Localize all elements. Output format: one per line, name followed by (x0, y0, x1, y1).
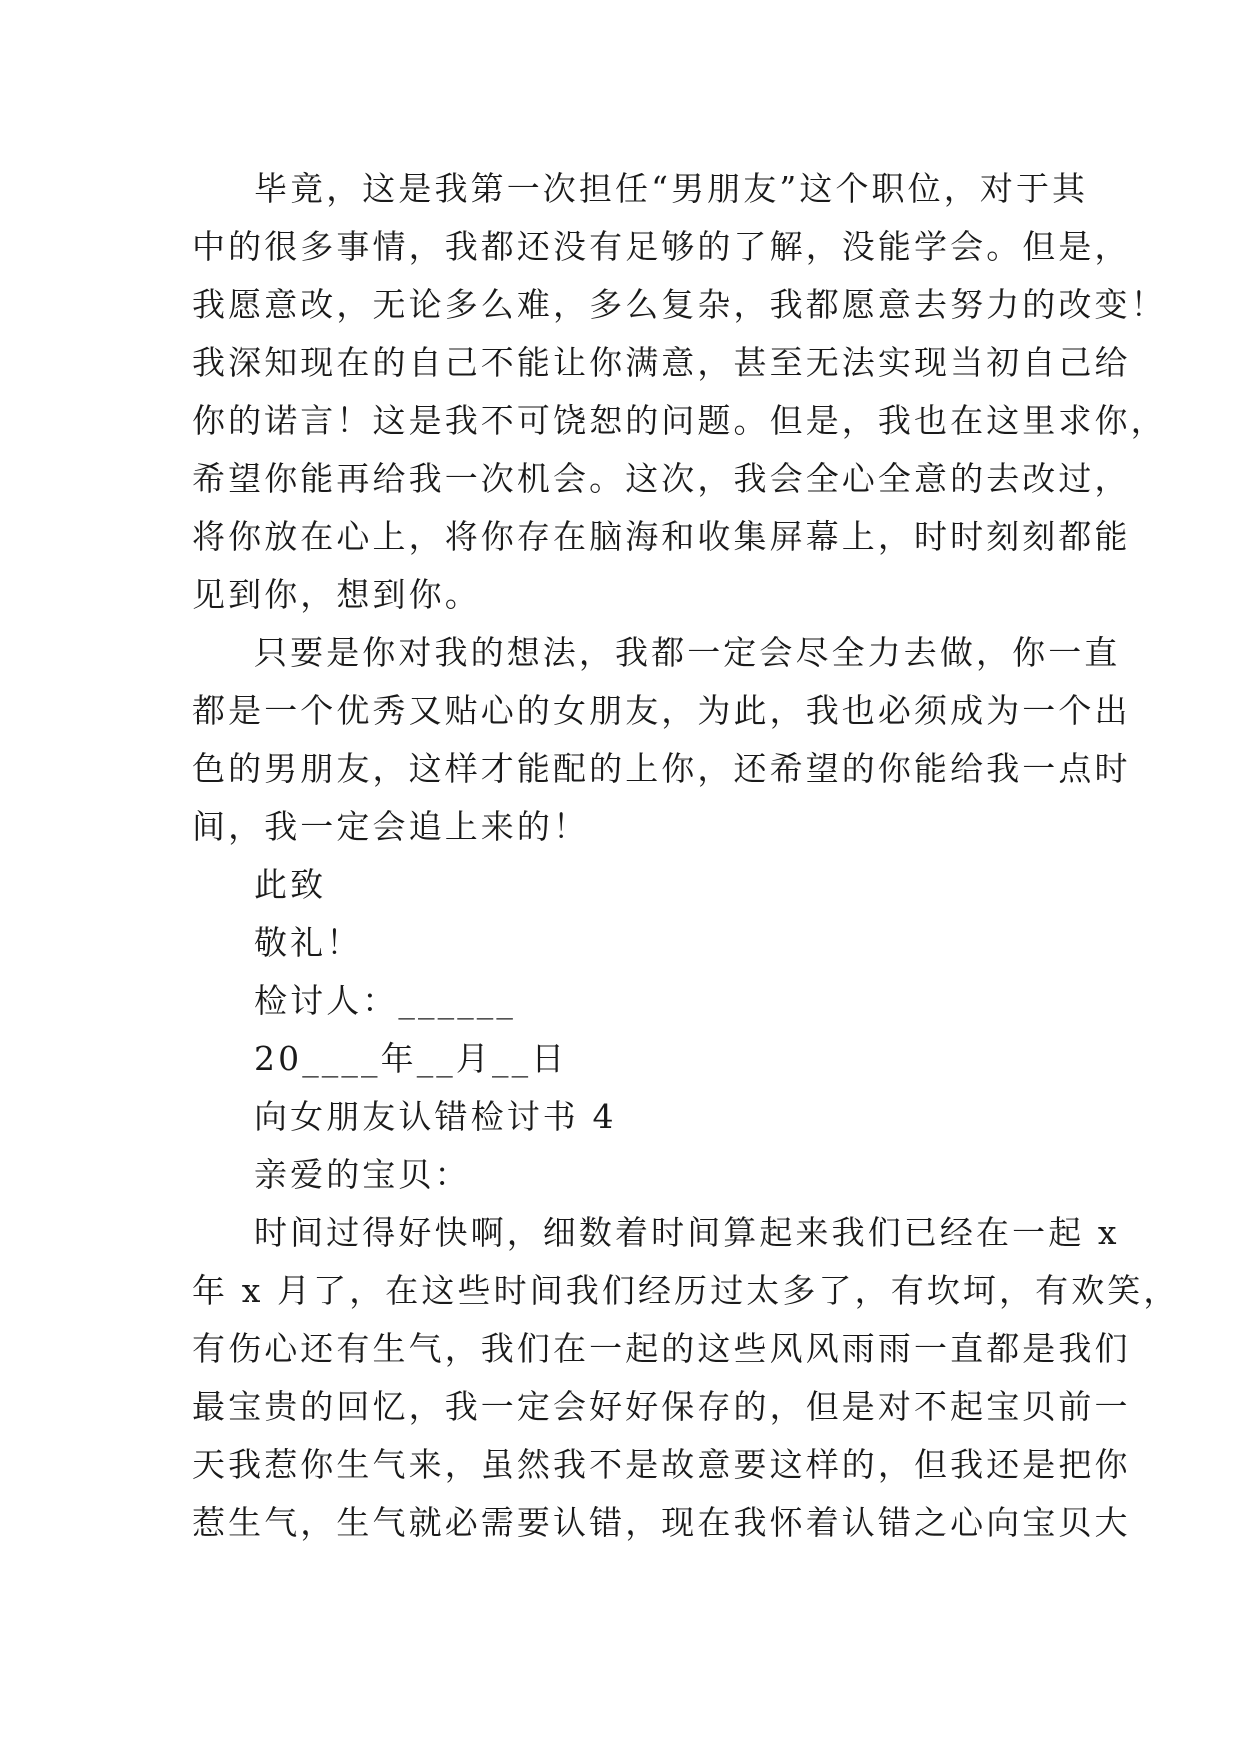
greeting: 亲爱的宝贝： (254, 1155, 471, 1194)
paragraph-1-line: 见到你，想到你。 (192, 575, 481, 614)
paragraph-1-line: 中的很多事情，我都还没有足够的了解，没能学会。但是， (192, 227, 1131, 266)
paragraph-3-line: 惹生气，生气就必需要认错，现在我怀着认错之心向宝贝大 (192, 1503, 1131, 1542)
paragraph-3-line: 有伤心还有生气，我们在一起的这些风风雨雨一直都是我们 (192, 1329, 1131, 1368)
paragraph-3-line: 时间过得好快啊，细数着时间算起来我们已经在一起 x (254, 1213, 1120, 1252)
paragraph-1-line: 我愿意改，无论多么难，多么复杂，我都愿意去努力的改变！ (192, 285, 1167, 324)
signer-line: 检讨人：______ (254, 981, 516, 1020)
paragraph-1-line: 希望你能再给我一次机会。这次，我会全心全意的去改过， (192, 459, 1131, 498)
paragraph-2-line: 只要是你对我的想法，我都一定会尽全力去做，你一直 (254, 633, 1121, 672)
paragraph-3-line: 年 x 月了，在这些时间我们经历过太多了，有坎坷，有欢笑， (192, 1271, 1180, 1310)
closing-regards: 敬礼！ (254, 923, 363, 962)
paragraph-3-line: 天我惹你生气来，虽然我不是故意要这样的，但我还是把你 (192, 1445, 1131, 1484)
paragraph-1-line: 将你放在心上，将你存在脑海和收集屏幕上，时时刻刻都能 (192, 517, 1131, 556)
date-line: 20____年__月__日 (254, 1039, 568, 1078)
section-title: 向女朋友认错检讨书 4 (254, 1097, 617, 1136)
paragraph-2-line: 都是一个优秀又贴心的女朋友，为此，我也必须成为一个出 (192, 691, 1131, 730)
paragraph-2-line: 色的男朋友，这样才能配的上你，还希望的你能给我一点时 (192, 749, 1131, 788)
closing-salutation: 此致 (254, 865, 327, 904)
paragraph-2-line: 间，我一定会追上来的！ (192, 807, 590, 846)
paragraph-1-line: 我深知现在的自己不能让你满意，甚至无法实现当初自己给 (192, 343, 1131, 382)
paragraph-1-line: 你的诺言！这是我不可饶恕的问题。但是，我也在这里求你， (192, 401, 1167, 440)
paragraph-3-line: 最宝贵的回忆，我一定会好好保存的，但是对不起宝贝前一 (192, 1387, 1131, 1426)
paragraph-1-line: 毕竟，这是我第一次担任“男朋友”这个职位，对于其 (254, 169, 1089, 208)
